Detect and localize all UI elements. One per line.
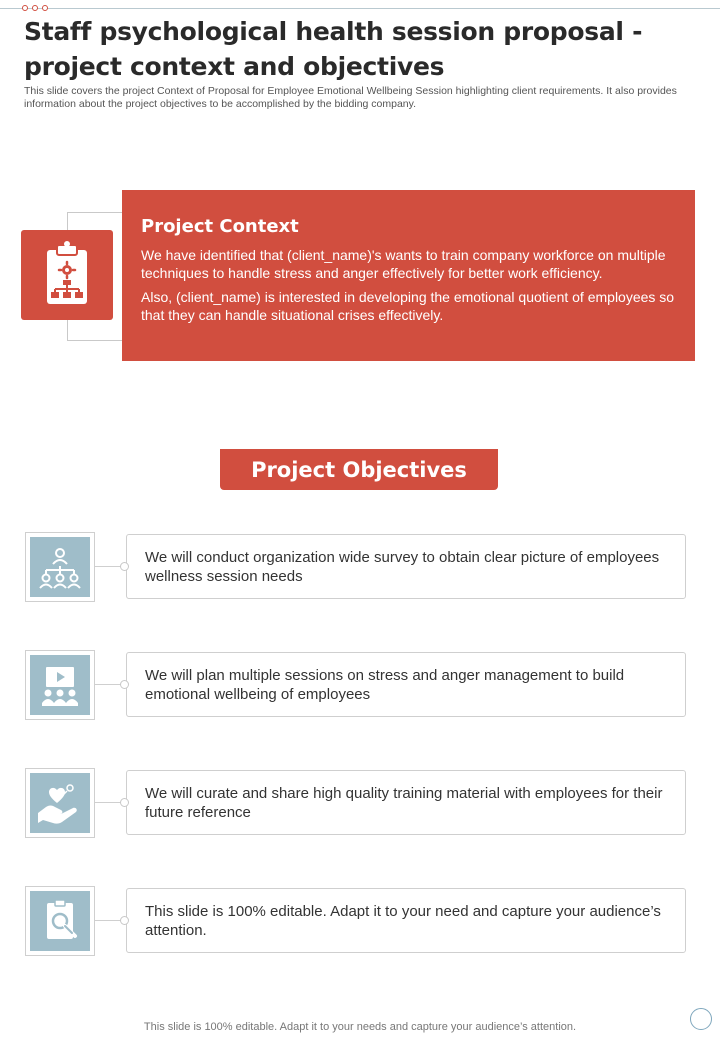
hand-heart-icon	[30, 773, 90, 833]
decorative-dots	[22, 5, 48, 11]
objective-text-box: We will conduct organization wide survey to obtain clear picture of employees wellness session needs	[126, 534, 686, 599]
context-bracket-top	[67, 212, 123, 231]
clipboard-search-icon	[30, 891, 90, 951]
presentation-session-icon	[30, 655, 90, 715]
org-structure-icon	[30, 537, 90, 597]
objective-row	[0, 532, 720, 602]
dot	[42, 5, 48, 11]
page-subtitle: This slide covers the project Context of Proposal for Employee Emotional Wellbeing Session highlighting client requirements. It also provides information about the project objectives to be accomplished by the bidding company.	[24, 85, 677, 110]
context-panel	[122, 190, 695, 361]
objective-connector	[95, 566, 122, 567]
objective-connector	[95, 920, 122, 921]
top-rule	[0, 8, 720, 9]
connector-node	[120, 798, 129, 807]
footer-note: This slide is 100% editable. Adapt it to your needs and capture your audience’s attention.	[143, 1021, 577, 1033]
objective-text-box: We will curate and share high quality training material with employees for their future reference	[126, 770, 686, 835]
objective-icon-frame	[25, 768, 95, 838]
objective-icon-frame	[25, 532, 95, 602]
objective-text-box: We will plan multiple sessions on stress and anger management to build emotional wellbeing of employees	[126, 652, 686, 717]
page-title: Staff psychological health session proposal - project context and objectives	[24, 17, 643, 81]
connector-node	[120, 680, 129, 689]
objective-icon-tile	[30, 773, 90, 833]
objective-text-box: This slide is 100% editable. Adapt it to your need and capture your audience’s attention.	[126, 888, 686, 953]
objective-icon-frame	[25, 650, 95, 720]
objective-icon-frame	[25, 886, 95, 956]
connector-node	[120, 916, 129, 925]
objective-icon-tile	[30, 537, 90, 597]
objective-row	[0, 650, 720, 720]
objectives-heading: Project Objectives	[220, 449, 498, 490]
objective-connector	[95, 684, 122, 685]
objective-row	[0, 768, 720, 838]
connector-node	[120, 562, 129, 571]
clipboard-org-chart-icon	[21, 230, 113, 320]
dot	[22, 5, 28, 11]
corner-circle-decoration	[690, 1008, 712, 1030]
objective-connector	[95, 802, 122, 803]
context-bracket-bottom	[67, 320, 123, 341]
context-paragraph-1: We have identified that (client_name)'s wants to train company workforce on multiple techniques to handle stress and anger effectively for better work efficiency.	[141, 247, 666, 281]
dot	[32, 5, 38, 11]
context-heading: Project Context	[141, 216, 299, 237]
objective-row	[0, 886, 720, 956]
objective-icon-tile	[30, 891, 90, 951]
objective-icon-tile	[30, 655, 90, 715]
context-paragraph-2: Also, (client_name) is interested in developing the emotional quotient of employees so that they can handle situational crises effectively.	[141, 289, 675, 323]
context-icon-tile	[21, 230, 113, 320]
